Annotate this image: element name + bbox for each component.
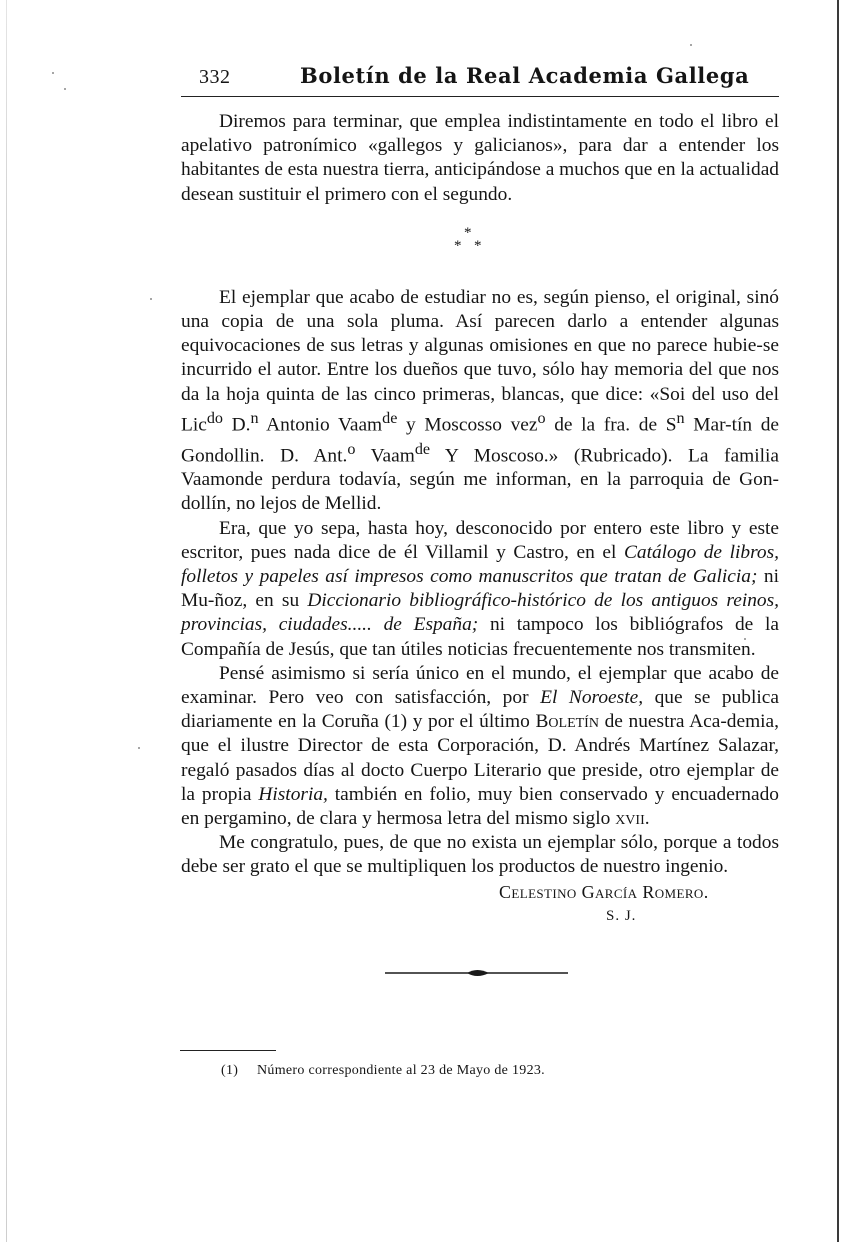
text-run: Antonio Vaam (258, 414, 383, 436)
paragraph-2 (181, 286, 779, 517)
section-separator (181, 218, 779, 278)
text-run: ni Mu-ñoz, en su (181, 565, 779, 612)
page-number: 332 (199, 66, 231, 88)
scan-speck (138, 747, 140, 749)
scan-right-edge (837, 0, 847, 1242)
text-run: también en folio, muy bien conservado y encuadernado en pergamino, de clara y hermosa letra del mismo siglo (181, 783, 779, 830)
text-run: y Moscosso vez (397, 414, 538, 436)
footnote-rule (180, 1050, 276, 1051)
text-run: Vaam (355, 444, 415, 466)
body-text (181, 110, 779, 927)
italic-title: Catálogo de libros, folletos y papeles así impresos como manuscritos que tratan de Galicia; (181, 541, 779, 587)
superscript: de (382, 409, 398, 427)
separator-star: * (464, 224, 472, 241)
superscript: de (414, 440, 431, 458)
smallcaps-text: xvii. (615, 808, 650, 830)
scan-speck (64, 88, 66, 90)
superscript: n (676, 409, 685, 427)
superscript: o (347, 440, 356, 458)
ornament-divider-icon (385, 966, 568, 980)
text-run: que se publica diariamente en la Coruña (1) y por el último (181, 687, 779, 733)
author-signature: Celestino García Romero. (499, 881, 709, 902)
paragraph-5: Me congratulo, pues, de que no exista un ejemplar sólo, porque a todos debe ser grato el que se multipliquen los productos de nuestro ingenio. (181, 832, 779, 878)
text-run: ni tampoco los bibliógrafos de la Compañía de Jesús, que tan útiles noticias frecuentemente nos transmiten. (181, 614, 779, 660)
superscript: o (537, 409, 546, 427)
footnote-text: Número correspondiente al 23 de Mayo de 1923. (257, 1063, 545, 1078)
text-run: de nuestra Aca-demia, que el ilustre Director de esta Corporación, D. Andrés Martínez Salazar, regaló pasados días al docto Cuerpo Literario que preside, otro ejemplar de la propia (181, 711, 780, 805)
paragraph-3 (181, 517, 779, 662)
paragraph-4 (181, 662, 779, 831)
text-run: Pensé asimismo si sería único en el mundo, el ejemplar que acabo de examinar. Pero veo con satisfacción, por (181, 662, 779, 708)
separator-star: * (454, 237, 462, 254)
text-run: Y Moscoso.» (Rubricado). La familia Vaamonde perdura todavía, según me informan, en la parroquia de Gon-dollín, no lejos de Mellid. (181, 444, 779, 515)
text-run: de la fra. de S (545, 414, 677, 436)
footnote (221, 1063, 545, 1079)
superscript: do (206, 409, 223, 427)
italic-title: Diccionario bibliográfico-histórico de los antiguos reinos, provincias, ciudades..... de España; (181, 590, 779, 636)
page-header (181, 62, 779, 97)
scan-speck (52, 72, 54, 74)
italic-title: El Noroeste, (540, 687, 644, 708)
superscript: n (250, 409, 259, 427)
smallcaps-text: Boletín (535, 711, 599, 733)
text-run: Mar-tín de Gondollin. D. Ant. (181, 414, 779, 466)
separator-star: * (474, 237, 482, 254)
scan-left-edge (6, 0, 7, 1242)
scan-speck (690, 44, 692, 46)
text-run: D. (223, 414, 251, 436)
running-title: Boletín de la Real Academia Gallega (300, 63, 750, 88)
italic-title: Historia, (258, 783, 328, 805)
author-order: S. J. (606, 907, 637, 924)
text-run: Era, que yo sepa, hasta hoy, desconocido por entero este libro y este escritor, pues nada dice de él Villamil y Castro, en el (181, 517, 779, 563)
footnote-number: (1) (221, 1063, 239, 1078)
scan-speck (150, 298, 152, 300)
paragraph-1: Diremos para terminar, que emplea indistintamente en todo el libro el apelativo patronímico «gallegos y galicianos», para dar a entender los habitantes de esta nuestra tierra, anticipándose a muchos que en la actualidad desean sustituir el primero con el segundo. (181, 111, 779, 205)
text-run: El ejemplar que acabo de estudiar no es, según pienso, el original, sinó una copia de una sola pluma. Así parecen darlo a entender algunas equivocaciones de sus letras y algunas omisiones en que no parece hubie-se incurrido el autor. Entre los dueños que tuvo, sólo hay memoria del que nos da la hoja quinta de las cinco primeras, blancas, que dice: «Soi del uso del Lic (181, 286, 779, 436)
